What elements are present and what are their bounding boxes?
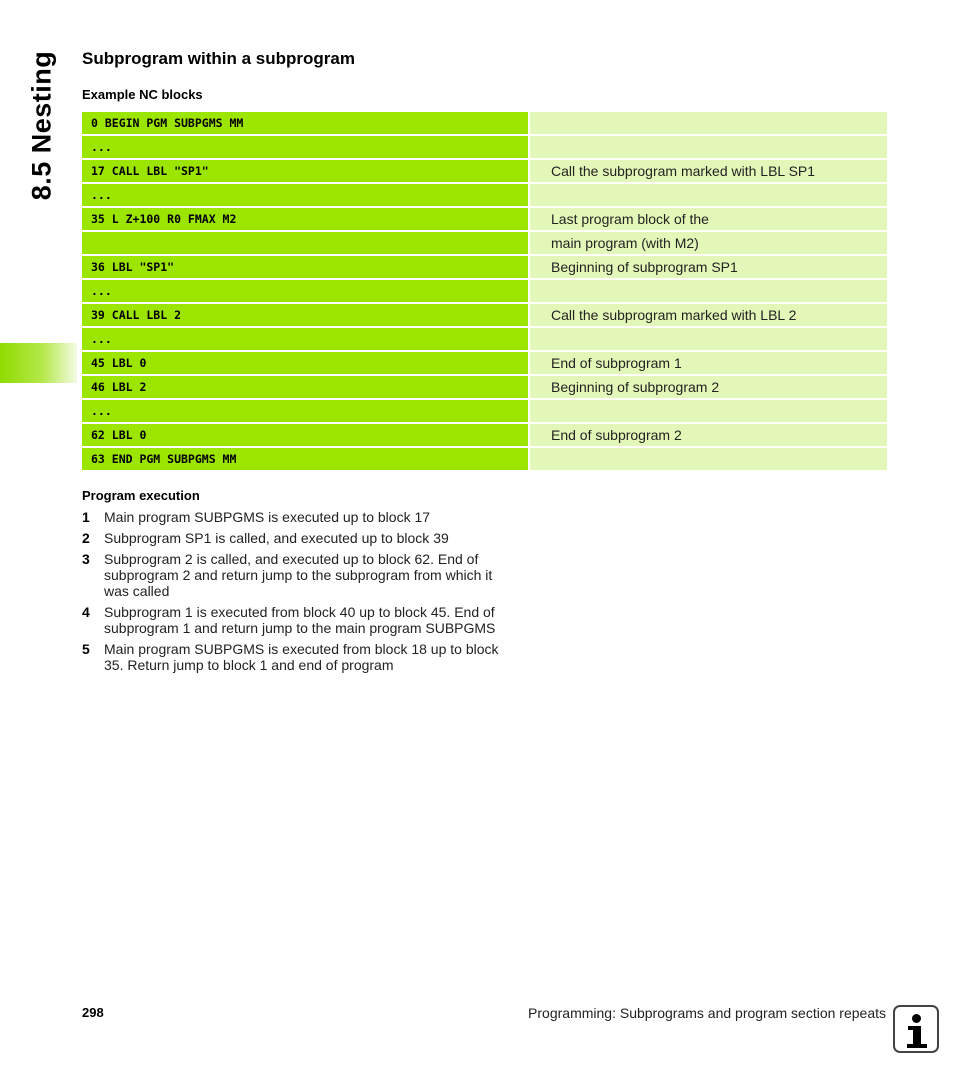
info-icon-base	[907, 1044, 927, 1048]
nc-comment-cell	[530, 184, 887, 206]
nc-code-cell: 35 L Z+100 R0 FMAX M2	[82, 208, 528, 230]
table-row	[82, 232, 887, 254]
table-row	[82, 328, 887, 350]
step-number: 5	[82, 641, 90, 657]
chapter-side-title	[20, 50, 64, 200]
table-row	[82, 136, 887, 158]
nc-code-cell: 62 LBL 0	[82, 424, 528, 446]
nc-code-cell	[82, 232, 528, 254]
list-item	[82, 551, 522, 599]
table-row	[82, 304, 887, 326]
list-item	[82, 604, 522, 636]
nc-comment-cell: main program (with M2)	[530, 232, 887, 254]
table-row	[82, 208, 887, 230]
nc-comment-cell: Call the subprogram marked with LBL SP1	[530, 160, 887, 182]
nc-comment-cell	[530, 112, 887, 134]
nc-code-cell: ...	[82, 328, 528, 350]
nc-comment-cell	[530, 136, 887, 158]
step-number: 2	[82, 530, 90, 546]
nc-comment-cell: Last program block of the	[530, 208, 887, 230]
table-row	[82, 112, 887, 134]
list-item	[82, 641, 522, 673]
nc-code-cell: ...	[82, 400, 528, 422]
step-number: 1	[82, 509, 90, 525]
info-icon-dot	[912, 1014, 921, 1023]
table-row	[82, 448, 887, 470]
nc-code-cell: 63 END PGM SUBPGMS MM	[82, 448, 528, 470]
nc-comment-cell: Beginning of subprogram 2	[530, 376, 887, 398]
table-row	[82, 280, 887, 302]
page-number: 298	[82, 1005, 104, 1020]
nc-code-cell: ...	[82, 136, 528, 158]
nc-code-cell: 17 CALL LBL "SP1"	[82, 160, 528, 182]
nc-comment-cell: End of subprogram 2	[530, 424, 887, 446]
nc-comment-cell: End of subprogram 1	[530, 352, 887, 374]
step-text: Subprogram SP1 is called, and executed up to block 39	[104, 530, 449, 546]
nc-comment-cell	[530, 328, 887, 350]
table-row	[82, 160, 887, 182]
step-number: 4	[82, 604, 90, 620]
step-text: Subprogram 1 is executed from block 40 up to block 45. End of subprogram 1 and return jump to the main program SUBPGMS	[104, 604, 496, 636]
nc-code-cell: 39 CALL LBL 2	[82, 304, 528, 326]
table-row	[82, 256, 887, 278]
nc-code-cell: 45 LBL 0	[82, 352, 528, 374]
nc-code-cell: 46 LBL 2	[82, 376, 528, 398]
nc-comment-cell: Call the subprogram marked with LBL 2	[530, 304, 887, 326]
execution-title: Program execution	[82, 488, 200, 503]
nc-blocks-table	[82, 112, 887, 472]
table-row	[82, 400, 887, 422]
nc-code-cell: ...	[82, 280, 528, 302]
nc-comment-cell	[530, 400, 887, 422]
step-text: Main program SUBPGMS is executed up to block 17	[104, 509, 431, 525]
step-text: Main program SUBPGMS is executed from block 18 up to block 35. Return jump to block 1 and end of program	[104, 641, 499, 673]
example-label: Example NC blocks	[82, 87, 203, 102]
chapter-title-text: 8.5 Nesting	[26, 50, 57, 200]
section-title: Subprogram within a subprogram	[82, 49, 355, 68]
nc-code-cell: 36 LBL "SP1"	[82, 256, 528, 278]
table-row	[82, 352, 887, 374]
nc-comment-cell: Beginning of subprogram SP1	[530, 256, 887, 278]
nc-comment-cell	[530, 280, 887, 302]
step-number: 3	[82, 551, 90, 567]
footer-chapter-text: Programming: Subprograms and program section repeats	[528, 1005, 886, 1021]
nc-code-cell: ...	[82, 184, 528, 206]
list-item	[82, 530, 522, 546]
list-item	[82, 509, 522, 525]
info-icon[interactable]	[893, 1005, 939, 1053]
execution-steps	[82, 509, 522, 678]
nc-comment-cell	[530, 448, 887, 470]
table-row	[82, 424, 887, 446]
table-row	[82, 184, 887, 206]
table-row	[82, 376, 887, 398]
nc-code-cell: 0 BEGIN PGM SUBPGMS MM	[82, 112, 528, 134]
step-text: Subprogram 2 is called, and executed up to block 62. End of subprogram 2 and return jump to the subprogram from which it was called	[104, 551, 493, 599]
chapter-tab-marker	[0, 343, 77, 383]
